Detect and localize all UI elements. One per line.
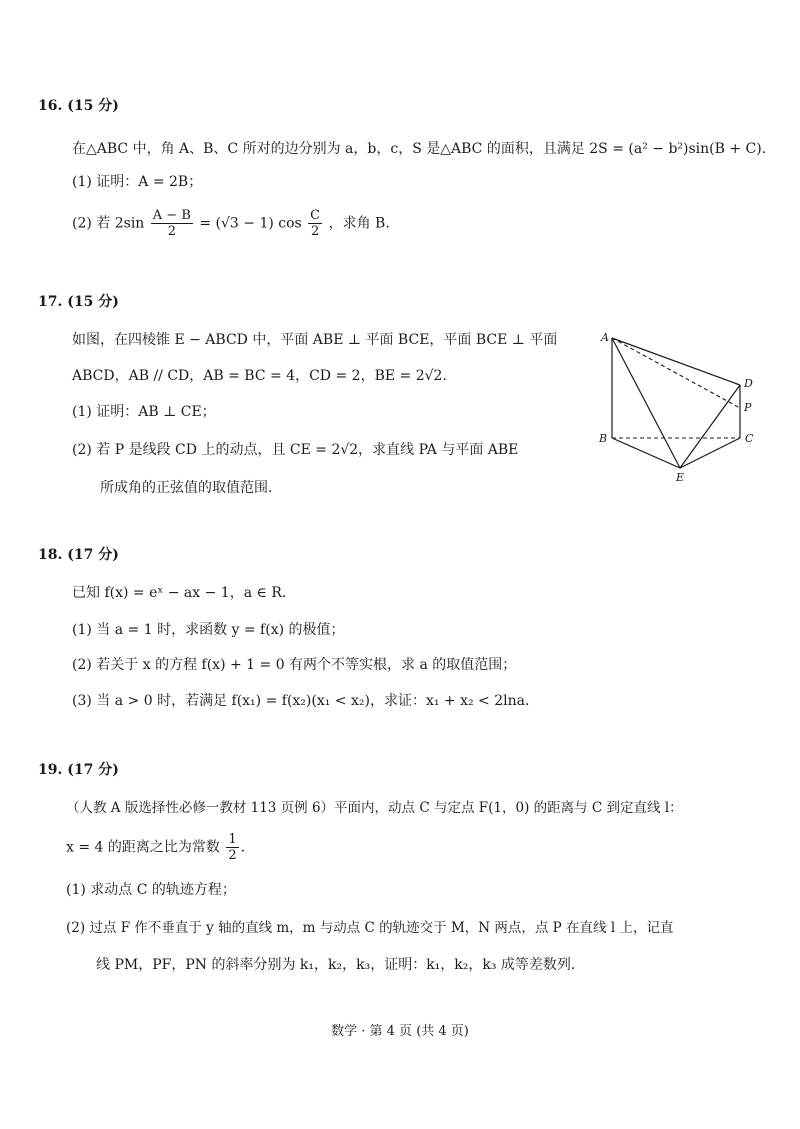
q19-stem-line2-tail: . [240, 839, 246, 856]
q19-part2-line1: (2) 过点 F 作不垂直于 y 轴的直线 m，m 与动点 C 的轨迹交于 M，N 两点，点 P 在直线 l 上，记直 [66, 920, 674, 936]
q19-header: 19. (17 分) [38, 762, 119, 778]
q17-stem-line1: 如图，在四棱锥 E − ABCD 中，平面 ABE ⊥ 平面 BCE，平面 BCE ⊥ 平面 [72, 332, 558, 348]
label-D: D [744, 377, 753, 390]
q16-fraction-2 [308, 208, 322, 239]
segment-AP-hidden [612, 338, 740, 408]
q19-part2-line2: 线 PM，PF，PN 的斜率分别为 k₁，k₂，k₃，证明：k₁，k₂，k₃ 成等差数列. [96, 957, 576, 973]
q16-header: 16. (15 分) [38, 98, 119, 114]
q18-part3: (3) 当 a > 0 时，若满足 f(x₁) = f(x₂)(x₁ < x₂)，求证：x₁ + x₂ < 2lna. [72, 693, 530, 709]
q18-part1: (1) 当 a = 1 时，求函数 y = f(x) 的极值； [72, 622, 345, 638]
label-P: P [744, 401, 752, 414]
label-B: B [599, 432, 608, 445]
q17-part2-line1: (2) 若 P 是线段 CD 上的动点，且 CE = 2√2，求直线 PA 与平面 ABE [72, 442, 519, 458]
edge-DE [680, 385, 740, 468]
q16-part2-mid: = (√3 − 1) cos [199, 215, 302, 232]
q18-stem: 已知 f(x) = eˣ − ax − 1，a ∈ R. [72, 585, 287, 601]
q17-part1: (1) 证明：AB ⊥ CE； [72, 404, 216, 420]
q19-stem-line2-lead: x = 4 的距离之比为常数 [66, 839, 220, 856]
q19-part1: (1) 求动点 C 的轨迹方程； [66, 882, 236, 898]
label-A: A [601, 331, 609, 344]
q16-part2-tail: ，求角 B. [328, 215, 390, 232]
edge-AE [612, 338, 680, 468]
q16-part1: (1) 证明：A = 2B； [72, 174, 203, 190]
q18-header: 18. (17 分) [38, 547, 119, 563]
q16-fraction-2-den: 2 [311, 224, 320, 239]
label-C: C [745, 432, 754, 445]
q16-part2-lead: (2) 若 2sin [72, 215, 145, 232]
q16-fraction-1-den: 2 [167, 224, 176, 239]
q17-part2-line2: 所成角的正弦值的取值范围. [100, 480, 273, 496]
q16-fraction-1 [151, 208, 193, 239]
q16-stem: 在△ABC 中，角 A、B、C 所对的边分别为 a，b，c，S 是△ABC 的面积，且满足 2S = (a² − b²)sin(B + C). [72, 141, 767, 157]
q17-stem-line2: ABCD，AB // CD，AB = BC = 4，CD = 2，BE = 2√2. [72, 368, 447, 384]
q16-fraction-1-num: A − B [152, 208, 191, 223]
edge-BE [612, 438, 680, 468]
q19-fraction-den: 2 [228, 848, 237, 863]
q16-fraction-2-num: C [310, 208, 321, 223]
edge-CE [680, 438, 740, 468]
edge-AD [612, 338, 740, 385]
q19-fraction-num: 1 [228, 832, 237, 847]
q19-fraction [226, 832, 238, 863]
pyramid-figure [598, 328, 768, 483]
q17-header: 17. (15 分) [38, 294, 119, 310]
q16-part2 [72, 208, 390, 239]
page-footer: 数学 · 第 4 页 (共 4 页) [331, 1024, 469, 1039]
label-E: E [676, 471, 685, 483]
q19-stem-line2 [66, 832, 245, 863]
q19-stem-line1: （人教 A 版选择性必修一教材 113 页例 6）平面内，动点 C 与定点 F(1，0) 的距离与 C 到定直线 l： [66, 800, 683, 816]
q18-part2: (2) 若关于 x 的方程 f(x) + 1 = 0 有两个不等实根，求 a 的取值范围； [72, 657, 517, 673]
